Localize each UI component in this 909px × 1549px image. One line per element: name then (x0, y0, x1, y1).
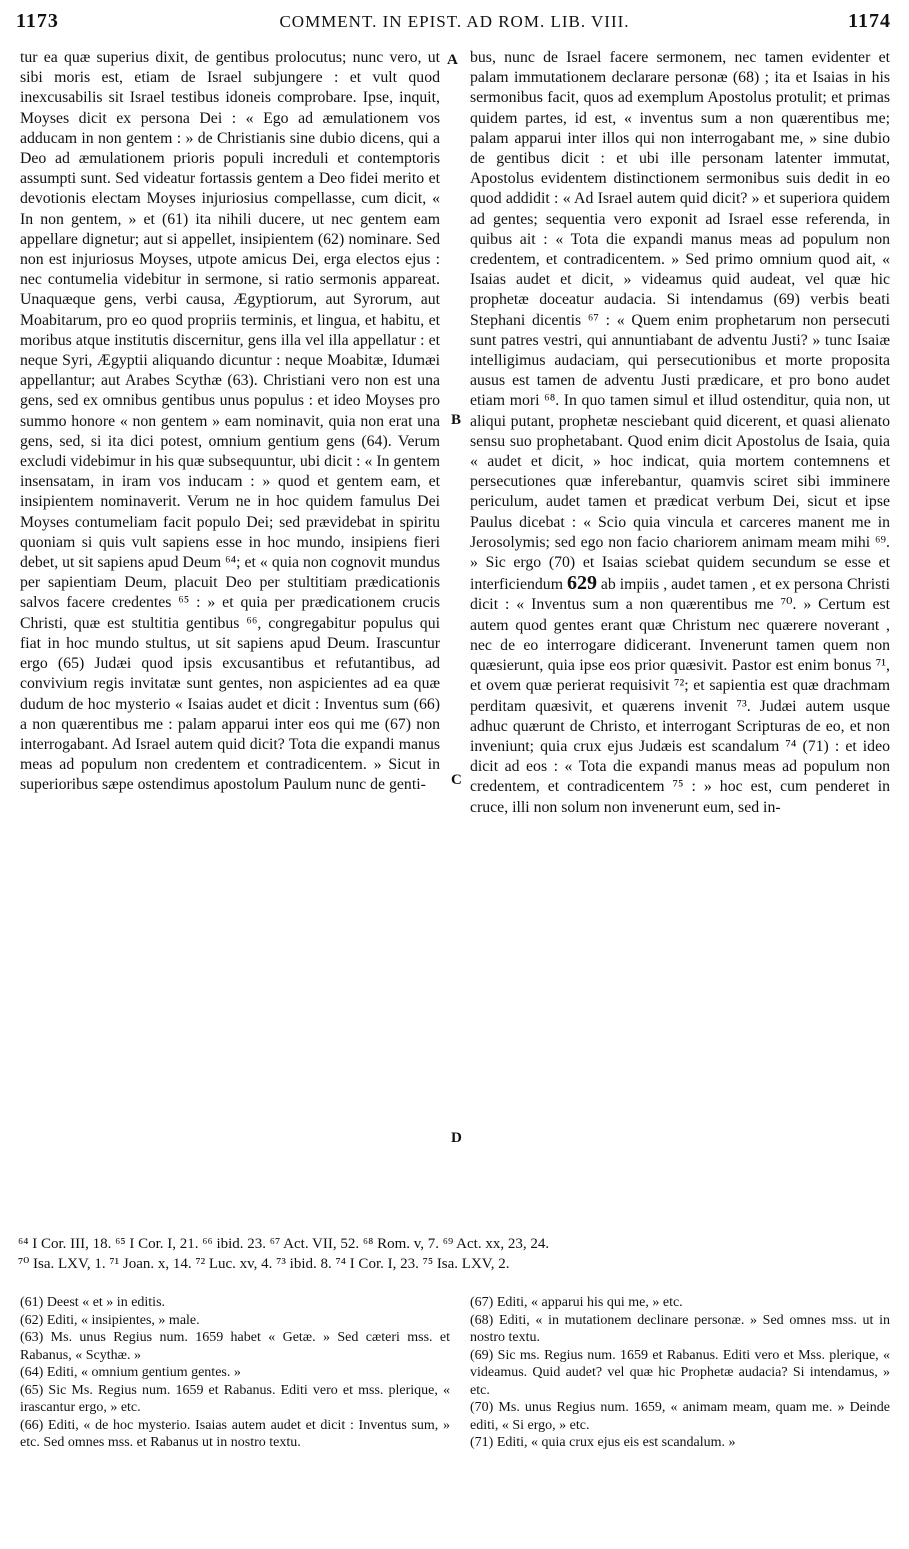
footnote-64: (64) Editi, « omnium gentium gentes. » (20, 1365, 241, 1380)
footnote-66: (66) Editi, « de hoc mysterio. Isaias autem audet et dicit : Inventus sum, » etc. Sed omnes mss. et Rabanus ut in nostro textu. (20, 1417, 450, 1450)
right-column-text-before: bus, nunc de Israel facere sermonem, nec tamen evidenter et palam immutationem declarare personæ (68) ; ita et Isaias in his sermonibus facit, quos ad exemplum Apostolus protulit; et primas quidem partes, id est, « inventus sum a non quærentibus me; palam apparui inter illos qui non interrogabant me, » sine dubio de gentibus dicit : et ubi ille personam latenter immutat, Apostolus evidentem distinctionem sermonibus suis dedit in eo quod addidit : « Ad Israel autem quid dicit? » et superiora quidem ad gentes; sequentia vero exponit ad Israel esse referenda, in quibus ait : « Tota die expandi manus meas ad populum non credentem, et contradicentem. » Sed primo omnium quod ait, « Isaias audet et dicit, » videamus quid audeat, vel quæ hic prophetæ doceatur audacia. Si intendamus (69) verbis beati Stephani dicentis ⁶⁷ : « Quem enim prophetarum non persecuti sunt patres vestri, qui annuntiabant de adventu Justi? » tunc Isaiæ intelligimus audaciam, qui persecutionibus et morte proposita ausus est tamen de adventu Justi prædicare, et pro bono audet etiam mori ⁶⁸. In quo tamen simul et illud ostenditur, quia non, ut aliqui putant, prophetæ nesciebant quid dicerent, et quasi alienato sensu suo prophetabant. Quod enim dicit Apostolus de Isaia, quia « audet et dicit, » hoc indicat, quia mortem contemnens et persecutiones quæ inferebantur, quamvis sciret sibi imminere periculum, audet tamen et prædicat verbum Dei, sicut et ipse Paulus dicebat : « Scio quia vincula et carceres manent me in Jerosolymis; sed ego non facio chariorem animam meam mihi ⁶⁹. » Sic ergo (70) et Isaias sciebat quidem secundum se esse et interficiendum (470, 49, 890, 594)
left-column-text: tur ea quæ superius dixit, de gentibus prolocutus; nunc vero, ut sibi moris est, etiam de Israel subjungere : et vult quod inexcusabilis sit Israel testibus idoneis comprobare. Ipse, inquit, Moyses dicit ex persona Dei : « Ego ad æmulationem vos adducam in non gentem : » de Christianis sine dubio dicens, qui a Deo ad æmulationem prioris populi increduli et contemptoris assumpti sunt. Sed videatur fortassis gentem a Deo fidei merito et devotionis electam Moyses injuriosius compellasse, cum dicit, « In non gentem, » et (61) ita nihili ducere, ut nec gentem eam appellare dignetur; aut si appellet, insipientem (62) nominare. Sed non est injuriosus Moyses, utpote amicus Dei, erga electos ejus : nec contumelia videbitur in sermone, si ratio sermonis appareat. Unaquæque gens, verbi causa, Ægyptiorum, aut Syrorum, aut Moabitarum, pro eo quod propriis terminis, et lingua, et habitu, et moribus atque institutis discernitur, gens illa vel illa appellatur : et neque Syri, Ægyptii aliquando dicuntur : neque Moabitæ, Idumæi appellantur; aut Arabes Scythæ (63). Christiani vero non est una gens, sed ex omnibus gentibus unus populus : et ideo Moyses pro summo honore « non gentem » eam nominavit, quia non erat una gens, sed, si ita dici potest, omnium gentium gens (64). Verum excludi videbimur in his quæ subsequuntur, ubi dicit : « In gentem insensatam, in iram vos inducam : » quod et gentem eam, et insipientem nominaverit. Verum ne in hoc quidem famulus Dei Moyses contumeliam facit populo Dei; sed prævidebat in spiritu quoniam si quis vult sapiens esse in hoc mundo, insipiens fieri debet, ut sit sapiens apud Deum ⁶⁴; et « quia non cognovit mundus per sapientiam Deum, placuit Deo per stultitiam prædicationis salvos facere credentes ⁶⁵ : » et quia per prædicationem crucis Christi, quæ est stultitia gentibus ⁶⁶, congregabitur populus qui fiat in hoc mundo stultus, ut sit sapiens apud Deum. Irascuntur ergo (65) Judæi quod ipsis excusantibus et refutantibus, ad convivium regis invitatæ sunt gentes, non aspicientes ad ea quæ dudum de hoc mysterio « Isaias audet et dicit : Inventus sum (66) a non quærentibus me : palam apparui inter eos qui me (67) non interrogabant. Ad Israel autem quid dicit? Tota die expandi manus meas ad populum non credentem et contradicentem. » Sicut in superioribus sæpe ostendimus apostolum Paulum nunc de genti- (20, 49, 440, 794)
margin-marker-b: B (451, 412, 462, 428)
footnote-65: (65) Sic Ms. Regius num. 1659 et Rabanus. Editi vero et mss. plerique, « irascantur ergo, » etc. (20, 1382, 450, 1415)
scripture-references (18, 1234, 898, 1274)
footnotes-left (20, 1294, 450, 1544)
margin-marker-d: D (451, 1130, 462, 1146)
footnote-61: (61) Deest « et » in editis. (20, 1295, 166, 1310)
footnote-62: (62) Editi, « insipientes, » male. (20, 1312, 200, 1328)
right-column-text (470, 48, 890, 818)
footnote-69: (69) Sic ms. Regius num. 1659 et Rabanus. Editi vero et Mss. plerique, « videamus. Quid audet? vel quæ hic Prophetæ audacia? Si intendamus, » etc. (470, 1347, 890, 1398)
margin-marker-a: A (447, 52, 458, 68)
page-number-left: 1173 (16, 10, 59, 32)
footnote-70: (70) Ms. unus Regius num. 1659, « animam meam, quam me. » Deinde editi, « Si ergo, » etc. (470, 1400, 890, 1433)
footnote-67: (67) Editi, « apparui his qui me, » etc. (470, 1295, 683, 1310)
footnote-68: (68) Editi, « in mutationem declinare personæ. » Sed omnes mss. ut in nostro textu. (470, 1312, 890, 1345)
running-title: COMMENT. IN EPIST. AD ROM. LIB. VIII. (279, 12, 630, 31)
footnotes-right (470, 1294, 890, 1544)
footnote-71: (71) Editi, « quia crux ejus eis est scandalum. » (470, 1435, 736, 1450)
scripture-ref-row-1: ⁶⁴ I Cor. III, 18. ⁶⁵ I Cor. I, 21. ⁶⁶ ibid. 23. ⁶⁷ Act. VII, 52. ⁶⁸ Rom. v, 7. ⁶⁹ Act. xx, 23, 24. (18, 1236, 550, 1252)
scripture-ref-row-2: ⁷⁰ Isa. LXV, 1. ⁷¹ Joan. x, 14. ⁷² Luc. xv, 4. ⁷³ ibid. 8. ⁷⁴ I Cor. I, 23. ⁷⁵ Isa. LXV, 2. (18, 1256, 510, 1272)
left-column (20, 48, 440, 1233)
footnote-63: (63) Ms. unus Regius num. 1659 habet « Getæ. » Sed cæteri mss. et Rabanus, « Scythæ. » (20, 1330, 450, 1363)
edition-page-number: 629 (566, 572, 597, 595)
right-column (470, 48, 890, 1233)
right-column-text-after: ab impiis , audet tamen , et ex persona Christi dicit : « Inventus sum a non quærentibus me ⁷⁰. » Certum est autem quod gentes erant quæ Christum nec quærere noverant , nec de eo interrogare didicerant. Invenerunt tamen quem non quæsierunt, quia ipse eos prior quæsivit. Pastor est enim bonus ⁷¹, et ovem quæ perierat requisivit ⁷²; et sapientia est quæ drachmam perditam quæsivit, et quærens invenit ⁷³. Judæi autem usque adhuc quærunt de Christo, et interrogant Scripturas de eo, et non inveniunt; quia crux ejus Judæis est scandalum ⁷⁴ (71) : et ideo dicit ad eos : « Tota die expandi manus meas ad populum non credentem, et contradicentem ⁷⁵ : » hoc est, cum penderet in cruce, illi non solum non invenerunt eum, sed in- (470, 576, 890, 816)
running-header (10, 10, 899, 36)
margin-marker-c: C (451, 772, 462, 788)
page-number-right: 1174 (848, 10, 891, 32)
